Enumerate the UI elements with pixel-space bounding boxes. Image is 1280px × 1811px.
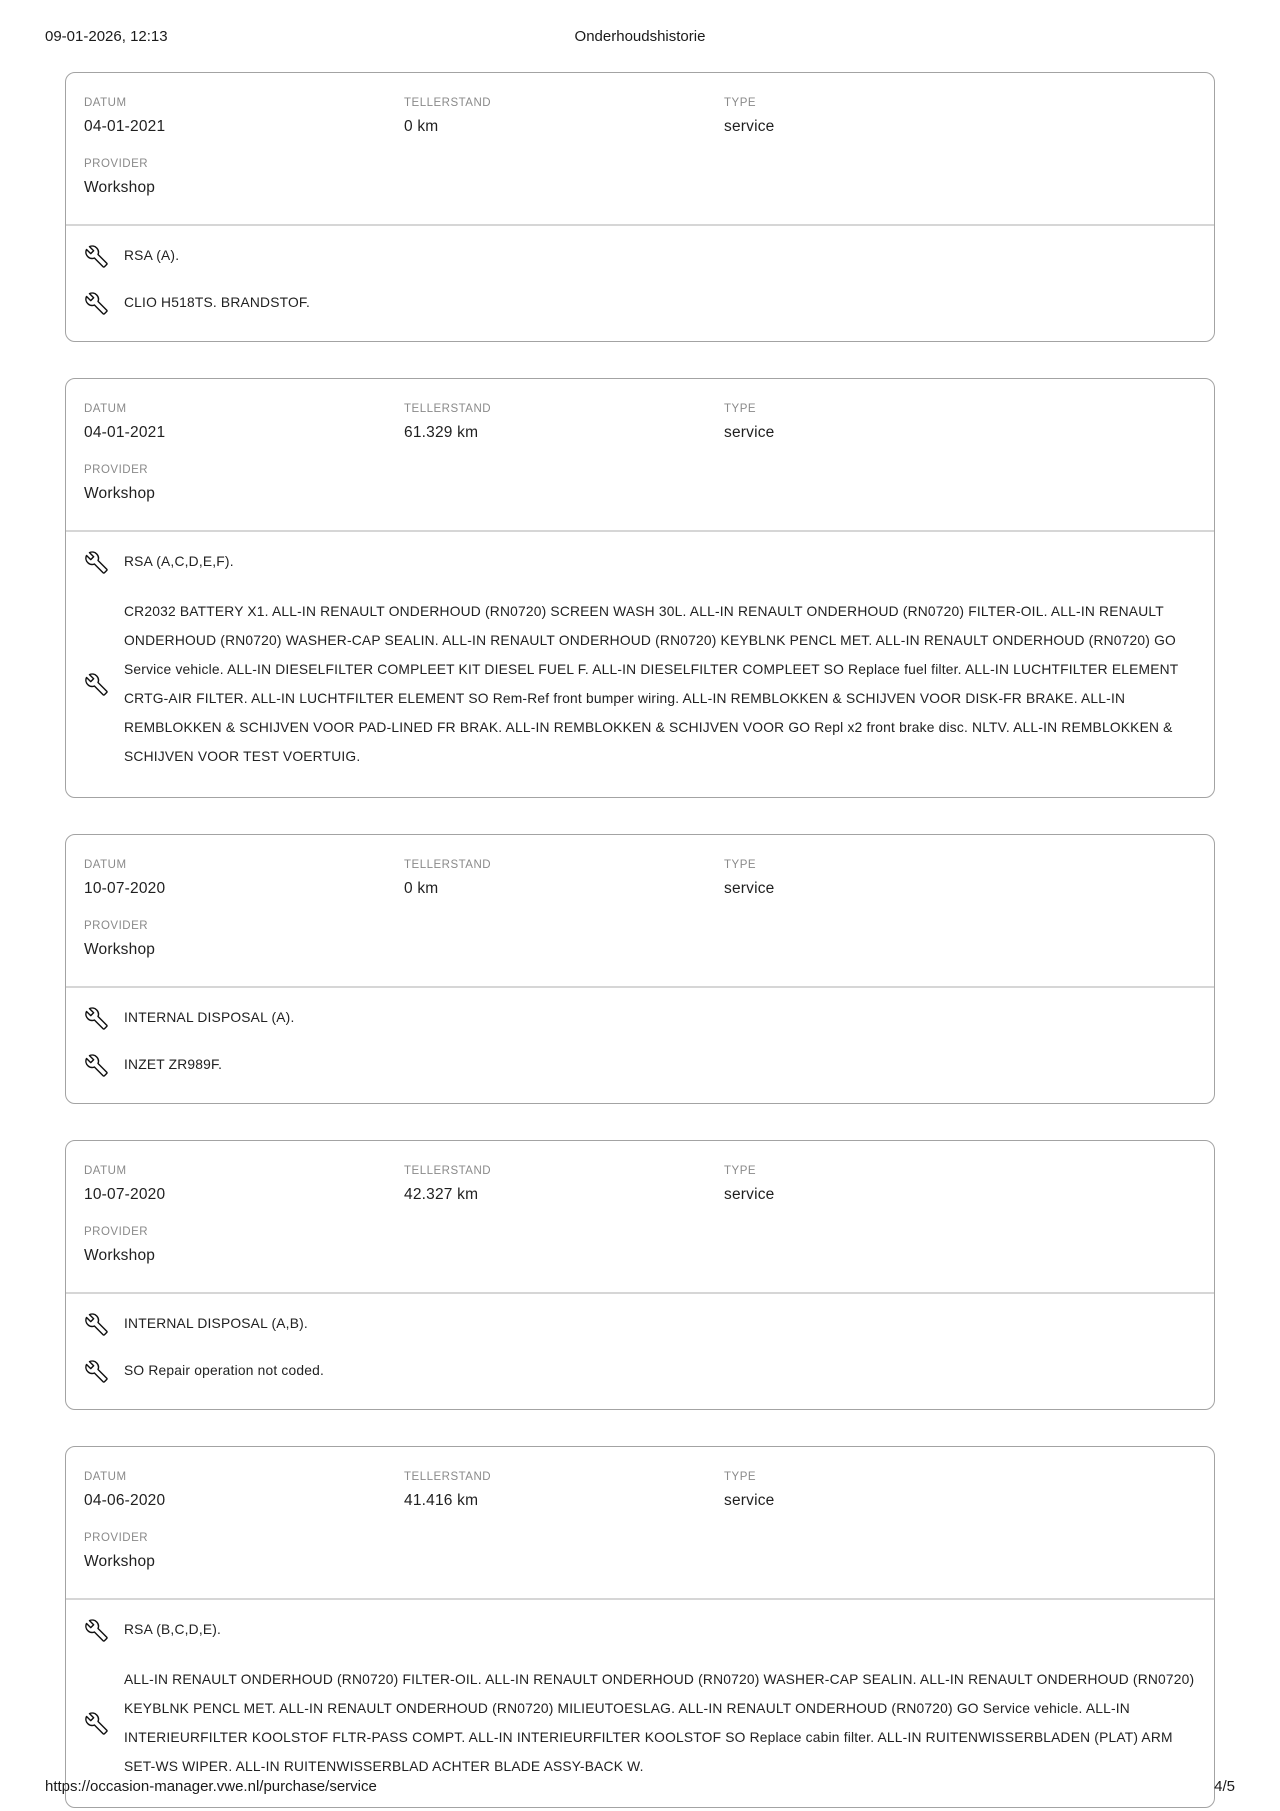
- type-label: TYPE: [724, 97, 757, 109]
- odometer-label: TELLERSTAND: [404, 1471, 492, 1483]
- service-item-text: SO Repair operation not coded.: [124, 1363, 325, 1378]
- card-meta-row: [84, 859, 1196, 898]
- page-title: Onderhoudshistorie: [574, 28, 706, 45]
- print-footer: [45, 1778, 1235, 1795]
- type-label: TYPE: [724, 859, 757, 871]
- odometer-field: [404, 1471, 724, 1510]
- date-field: [84, 403, 404, 442]
- provider-field: [84, 1226, 1196, 1265]
- provider-label: PROVIDER: [84, 920, 149, 932]
- date-field: [84, 97, 404, 136]
- provider-value: Workshop: [84, 179, 156, 196]
- provider-label: PROVIDER: [84, 158, 149, 170]
- wrench-icon: [84, 1359, 108, 1383]
- footer-url: https://occasion-manager.vwe.nl/purchase/service: [45, 1778, 377, 1795]
- card-meta-row: [84, 97, 1196, 136]
- provider-value: Workshop: [84, 941, 156, 958]
- type-value: service: [724, 880, 775, 897]
- type-label: TYPE: [724, 1165, 757, 1177]
- provider-field: [84, 920, 1196, 959]
- odometer-label: TELLERSTAND: [404, 403, 492, 415]
- type-value: service: [724, 424, 775, 441]
- type-value: service: [724, 1186, 775, 1203]
- type-value: service: [724, 118, 775, 135]
- service-item: [84, 1006, 1196, 1030]
- card-body: [66, 988, 1214, 1103]
- service-item: [84, 1312, 1196, 1336]
- odometer-value: 61.329 km: [404, 424, 479, 441]
- card-header: [66, 1447, 1214, 1571]
- card-header: [66, 379, 1214, 503]
- service-record-card-1: [65, 72, 1215, 342]
- provider-value: Workshop: [84, 1247, 156, 1264]
- service-item-text: RSA (A).: [124, 248, 180, 263]
- card-body: [66, 1294, 1214, 1409]
- card-body: [66, 532, 1214, 797]
- date-value: 10-07-2020: [84, 880, 166, 897]
- date-value: 10-07-2020: [84, 1186, 166, 1203]
- odometer-field: [404, 1165, 724, 1204]
- odometer-field: [404, 97, 724, 136]
- wrench-icon: [84, 291, 108, 315]
- provider-field: [84, 158, 1196, 197]
- provider-label: PROVIDER: [84, 1226, 149, 1238]
- odometer-value: 41.416 km: [404, 1492, 479, 1509]
- service-item: [84, 597, 1196, 771]
- card-meta-row: [84, 1471, 1196, 1510]
- service-record-card-5: [65, 1446, 1215, 1808]
- odometer-value: 42.327 km: [404, 1186, 479, 1203]
- wrench-icon: [84, 672, 108, 696]
- type-field: [724, 97, 1196, 136]
- date-field: [84, 1471, 404, 1510]
- date-label: DATUM: [84, 1165, 127, 1177]
- service-item: [84, 1618, 1196, 1642]
- date-value: 04-06-2020: [84, 1492, 166, 1509]
- provider-value: Workshop: [84, 1553, 156, 1570]
- provider-field: [84, 464, 1196, 503]
- date-field: [84, 859, 404, 898]
- card-meta-row: [84, 403, 1196, 442]
- service-record-list: [65, 72, 1215, 1808]
- date-label: DATUM: [84, 97, 127, 109]
- service-item-text: RSA (B,C,D,E).: [124, 1622, 222, 1637]
- provider-value: Workshop: [84, 485, 156, 502]
- wrench-icon: [84, 244, 108, 268]
- type-field: [724, 1165, 1196, 1204]
- service-item-text: ALL-IN RENAULT ONDERHOUD (RN0720) FILTER-OIL. ALL-IN RENAULT ONDERHOUD (RN0720) WASHER-CAP SEALIN. ALL-IN RENAULT ONDERHOUD (RN0720) KEYBLNK PENCL MET. ALL-IN RENAULT ONDERHOUD (RN0720) MILIEUTOESLAG. ALL-IN RENAULT ONDERHOUD (RN0720) GO Service vehicle. ALL-IN INTERIEURFILTER KOOLSTOF FLTR-PASS COMPT. ALL-IN INTERIEURFILTER KOOLSTOF SO Replace cabin filter. ALL-IN RUITENWISSERBLADEN (PLAT) ARM SET-WS WIPER. ALL-IN RUITENWISSERBLAD ACHTER BLADE ASSY-BACK W.: [124, 1672, 1195, 1774]
- card-body: [66, 226, 1214, 341]
- odometer-value: 0 km: [404, 118, 439, 135]
- service-record-card-2: [65, 378, 1215, 798]
- type-field: [724, 403, 1196, 442]
- wrench-icon: [84, 1053, 108, 1077]
- odometer-value: 0 km: [404, 880, 439, 897]
- odometer-label: TELLERSTAND: [404, 1165, 492, 1177]
- date-label: DATUM: [84, 1471, 127, 1483]
- date-label: DATUM: [84, 859, 127, 871]
- card-meta-row: [84, 1165, 1196, 1204]
- service-item-text: CLIO H518TS. BRANDSTOF.: [124, 295, 311, 310]
- card-header: [66, 835, 1214, 959]
- service-item: [84, 550, 1196, 574]
- print-timestamp: 09-01-2026, 12:13: [45, 28, 168, 45]
- card-body: [66, 1600, 1214, 1807]
- service-item-text: INTERNAL DISPOSAL (A,B).: [124, 1316, 308, 1331]
- date-value: 04-01-2021: [84, 424, 166, 441]
- card-header: [66, 1141, 1214, 1265]
- service-item: [84, 291, 1196, 315]
- service-record-card-3: [65, 834, 1215, 1104]
- provider-label: PROVIDER: [84, 464, 149, 476]
- service-item-text: RSA (A,C,D,E,F).: [124, 554, 234, 569]
- type-field: [724, 1471, 1196, 1510]
- odometer-field: [404, 859, 724, 898]
- type-value: service: [724, 1492, 775, 1509]
- service-item: [84, 1359, 1196, 1383]
- odometer-label: TELLERSTAND: [404, 97, 492, 109]
- date-label: DATUM: [84, 403, 127, 415]
- service-item: [84, 1053, 1196, 1077]
- type-label: TYPE: [724, 403, 757, 415]
- service-item-text: CR2032 BATTERY X1. ALL-IN RENAULT ONDERHOUD (RN0720) SCREEN WASH 30L. ALL-IN RENAULT ONDERHOUD (RN0720) FILTER-OIL. ALL-IN RENAULT ONDERHOUD (RN0720) WASHER-CAP SEALIN. ALL-IN RENAULT ONDERHOUD (RN0720) KEYBLNK PENCL MET. ALL-IN RENAULT ONDERHOUD (RN0720) GO Service vehicle. ALL-IN DIESELFILTER COMPLEET KIT DIESEL FUEL F. ALL-IN DIESELFILTER COMPLEET SO Replace fuel filter. ALL-IN LUCHTFILTER ELEMENT CRTG-AIR FILTER. ALL-IN LUCHTFILTER ELEMENT SO Rem-Ref front bumper wiring. ALL-IN REMBLOKKEN & SCHIJVEN VOOR DISK-FR BRAKE. ALL-IN REMBLOKKEN & SCHIJVEN VOOR PAD-LINED FR BRAK. ALL-IN REMBLOKKEN & SCHIJVEN VOOR GO Repl x2 front brake disc. NLTV. ALL-IN REMBLOKKEN & SCHIJVEN VOOR TEST VOERTUIG.: [124, 604, 1179, 764]
- provider-field: [84, 1532, 1196, 1571]
- wrench-icon: [84, 1711, 108, 1735]
- date-field: [84, 1165, 404, 1204]
- provider-label: PROVIDER: [84, 1532, 149, 1544]
- wrench-icon: [84, 1312, 108, 1336]
- service-item: [84, 244, 1196, 268]
- wrench-icon: [84, 1006, 108, 1030]
- service-record-card-4: [65, 1140, 1215, 1410]
- wrench-icon: [84, 1618, 108, 1642]
- print-header: [0, 0, 1280, 50]
- service-item-text: INZET ZR989F.: [124, 1057, 223, 1072]
- type-label: TYPE: [724, 1471, 757, 1483]
- card-header: [66, 73, 1214, 197]
- wrench-icon: [84, 550, 108, 574]
- page-number: 4/5: [1214, 1778, 1235, 1795]
- type-field: [724, 859, 1196, 898]
- service-item-text: INTERNAL DISPOSAL (A).: [124, 1010, 295, 1025]
- odometer-label: TELLERSTAND: [404, 859, 492, 871]
- service-item: [84, 1665, 1196, 1781]
- date-value: 04-01-2021: [84, 118, 166, 135]
- odometer-field: [404, 403, 724, 442]
